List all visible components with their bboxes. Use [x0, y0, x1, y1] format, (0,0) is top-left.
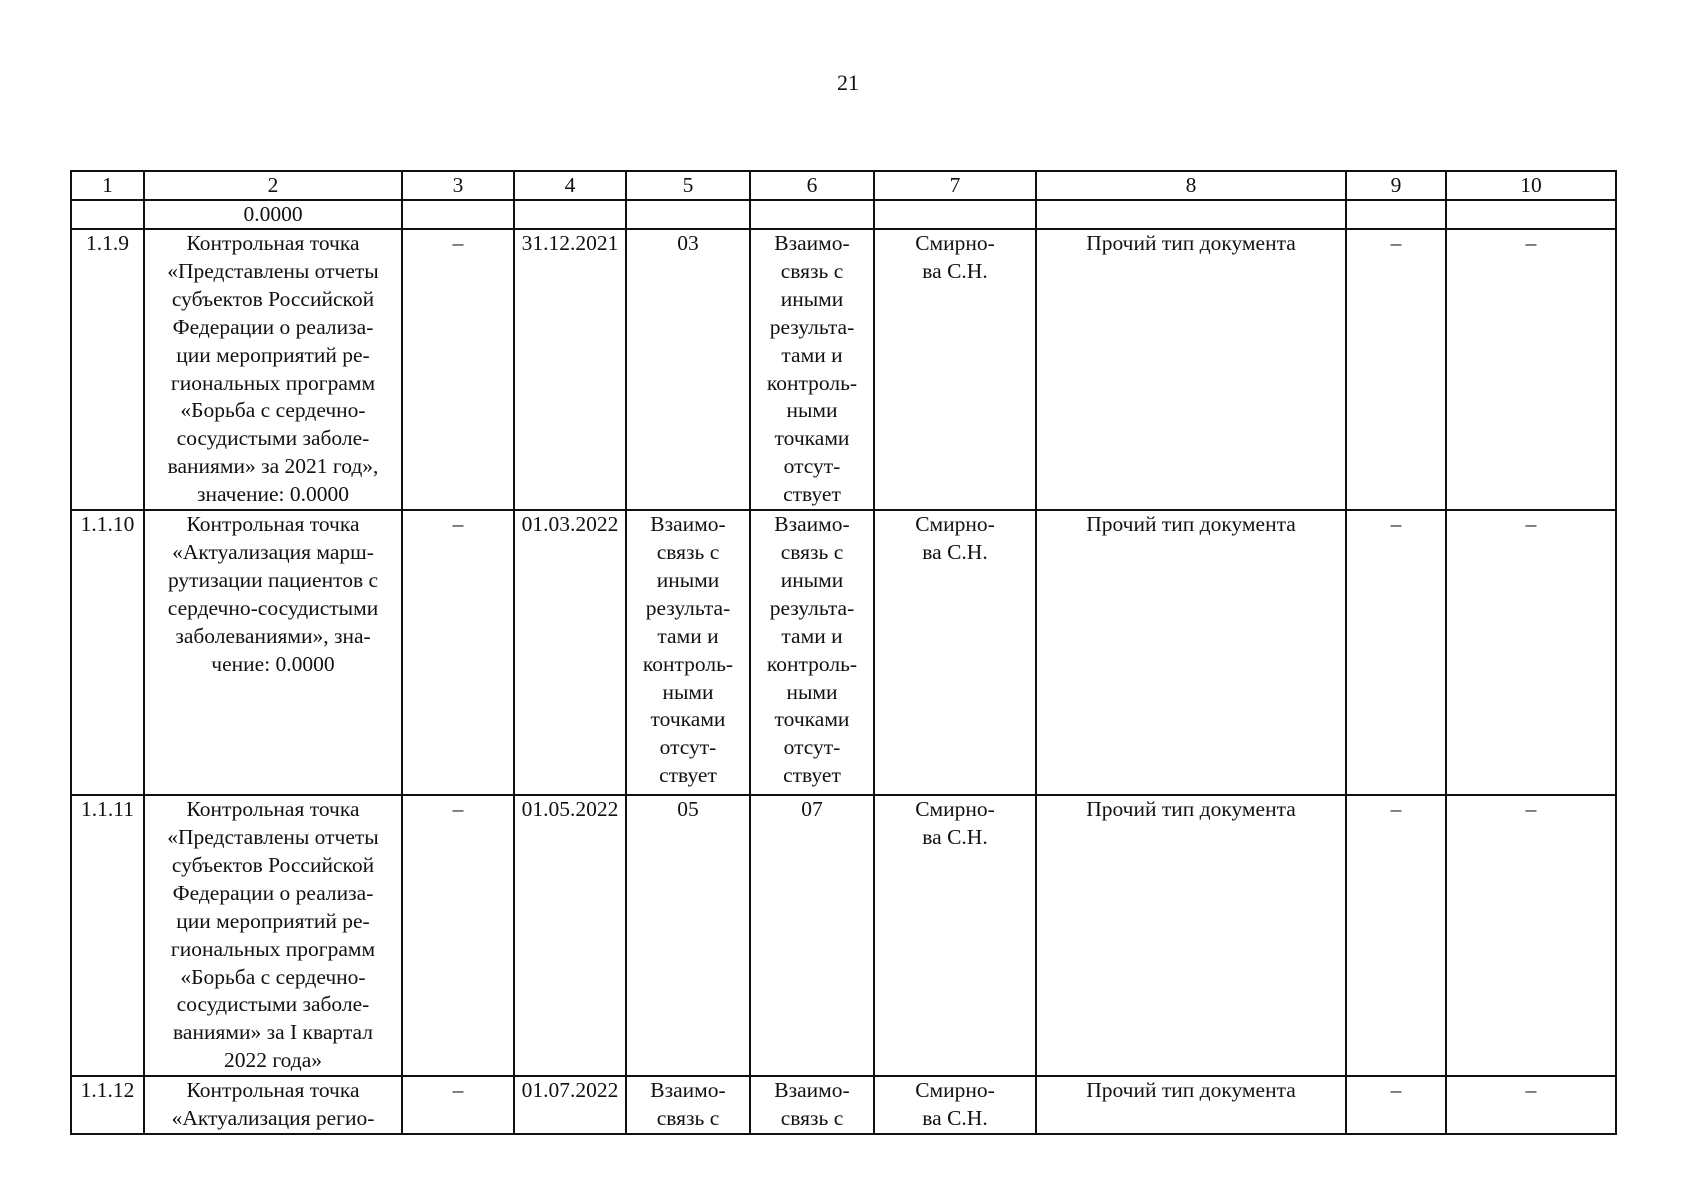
- column-header: 6: [750, 171, 874, 200]
- date-cell: 01.07.2022: [514, 1076, 626, 1134]
- col10-cell: –: [1446, 510, 1616, 795]
- column-header: 7: [874, 171, 1036, 200]
- control-point-name: Контрольная точка «Актуализация марш- рутизации пациентов с сердечно-сосудистыми заболеваниями», зна- чение: 0.0000: [144, 510, 402, 795]
- column-header: 10: [1446, 171, 1616, 200]
- col6-cell: Взаимо- связь с иными результа- тами и контроль- ными точками отсут- ствует: [750, 229, 874, 510]
- col5-cell: 03: [626, 229, 750, 510]
- empty-cell: [1446, 200, 1616, 229]
- doc-type-cell: Прочий тип документа: [1036, 1076, 1346, 1134]
- col5-cell: Взаимо- связь с иными результа- тами и контроль- ными точками отсут- ствует: [626, 510, 750, 795]
- table-row: [71, 510, 1616, 795]
- col10-cell: –: [1446, 229, 1616, 510]
- col5-cell: 05: [626, 795, 750, 1076]
- doc-type-cell: Прочий тип документа: [1036, 795, 1346, 1076]
- col10-cell: –: [1446, 795, 1616, 1076]
- col6-cell: Взаимо- связь с иными результа- тами и контроль- ными точками отсут- ствует: [750, 510, 874, 795]
- col3-cell: –: [402, 229, 514, 510]
- column-header: 1: [71, 171, 144, 200]
- empty-cell: [874, 200, 1036, 229]
- col3-cell: –: [402, 1076, 514, 1134]
- col9-cell: –: [1346, 1076, 1446, 1134]
- empty-cell: [626, 200, 750, 229]
- continued-name-cell: 0.0000: [144, 200, 402, 229]
- column-header: 9: [1346, 171, 1446, 200]
- doc-type-cell: Прочий тип документа: [1036, 229, 1346, 510]
- responsible-cell: Смирно- ва С.Н.: [874, 795, 1036, 1076]
- date-cell: 01.03.2022: [514, 510, 626, 795]
- col6-cell: 07: [750, 795, 874, 1076]
- responsible-cell: Смирно- ва С.Н.: [874, 510, 1036, 795]
- empty-cell: [71, 200, 144, 229]
- column-header: 3: [402, 171, 514, 200]
- empty-cell: [514, 200, 626, 229]
- empty-cell: [1346, 200, 1446, 229]
- table-row: [71, 1076, 1616, 1134]
- col9-cell: –: [1346, 795, 1446, 1076]
- control-point-name: Контрольная точка «Актуализация регио-: [144, 1076, 402, 1134]
- control-point-name: Контрольная точка «Представлены отчеты субъектов Российской Федерации о реализа- ции мероприятий ре- гиональных программ «Борьба с сердечно- сосудистыми заболе- ваниями» за 2021 год», значение: 0.0000: [144, 229, 402, 510]
- column-header: 2: [144, 171, 402, 200]
- responsible-cell: Смирно- ва С.Н.: [874, 1076, 1036, 1134]
- column-header: 8: [1036, 171, 1346, 200]
- empty-cell: [750, 200, 874, 229]
- col6-cell: Взаимо- связь с: [750, 1076, 874, 1134]
- row-number: 1.1.9: [71, 229, 144, 510]
- row-number: 1.1.10: [71, 510, 144, 795]
- table-row: [71, 795, 1616, 1076]
- date-cell: 01.05.2022: [514, 795, 626, 1076]
- row-number: 1.1.11: [71, 795, 144, 1076]
- table-row: [71, 229, 1616, 510]
- page-number: 21: [837, 70, 859, 95]
- col3-cell: –: [402, 510, 514, 795]
- doc-type-cell: Прочий тип документа: [1036, 510, 1346, 795]
- column-header: 5: [626, 171, 750, 200]
- column-number-row: [71, 171, 1616, 200]
- col10-cell: –: [1446, 1076, 1616, 1134]
- row-number: 1.1.12: [71, 1076, 144, 1134]
- responsible-cell: Смирно- ва С.Н.: [874, 229, 1036, 510]
- column-header: 4: [514, 171, 626, 200]
- empty-cell: [1036, 200, 1346, 229]
- control-points-table: [70, 170, 1617, 1135]
- control-point-name: Контрольная точка «Представлены отчеты субъектов Российской Федерации о реализа- ции мероприятий ре- гиональных программ «Борьба с сердечно- сосудистыми заболе- ваниями» за I квартал 2022 года»: [144, 795, 402, 1076]
- date-cell: 31.12.2021: [514, 229, 626, 510]
- col9-cell: –: [1346, 229, 1446, 510]
- continuation-row: [71, 200, 1616, 229]
- col5-cell: Взаимо- связь с: [626, 1076, 750, 1134]
- empty-cell: [402, 200, 514, 229]
- col9-cell: –: [1346, 510, 1446, 795]
- col3-cell: –: [402, 795, 514, 1076]
